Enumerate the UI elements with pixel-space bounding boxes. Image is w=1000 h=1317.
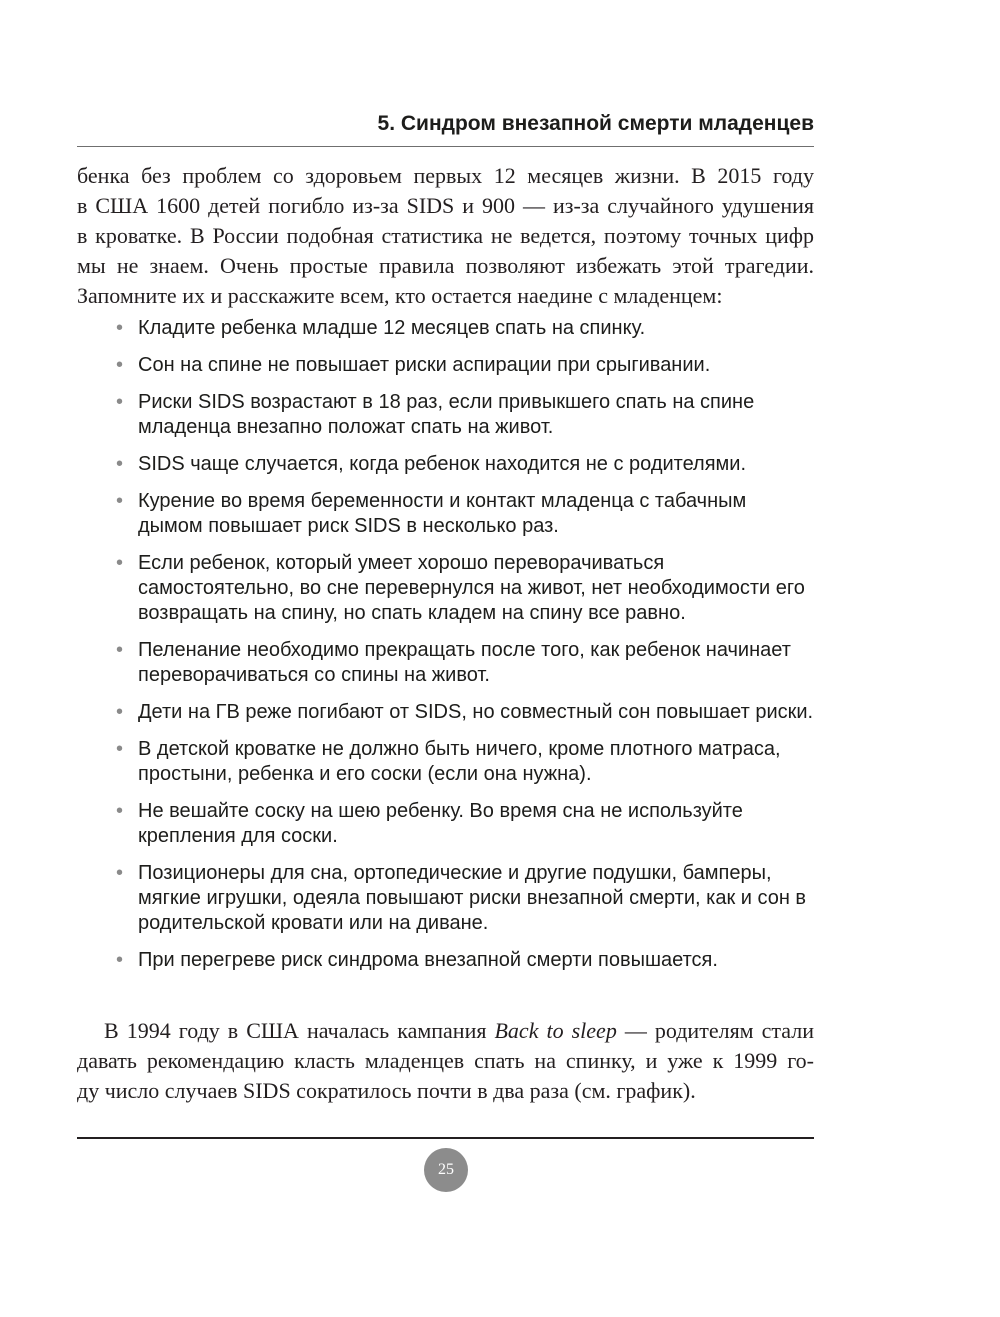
safe-sleep-rules-list [116,316,816,985]
bullet-icon: • [116,552,124,574]
bullet-icon: • [116,800,124,822]
list-item: • Сон на спине не повышает риски аспирации при срыгивании. [116,354,711,376]
outro-paragraph [77,1016,814,1106]
page-number-badge: 25 [424,1148,468,1192]
bullet-icon: • [116,862,124,884]
bullet-icon: • [116,317,124,339]
intro-line: бенка без проблем со здоровьем первых 12 месяцев жизни. В 2015 году [77,163,814,188]
bullet-icon: • [116,639,124,661]
bullet-icon: • [116,490,124,512]
list-item: • Позиционеры для сна, ортопедические и другие подушки, бамперы, мягкие игрушки, одеяла повышают риски внезапной смерти, как и сон в родительской кровати или на диване. [116,862,807,934]
bullet-icon: • [116,949,124,971]
list-item: • При перегреве риск синдрома внезапной смерти повышается. [116,949,718,971]
list-item: • Пеленание необходимо прекращать после того, как ребенок начинает переворачиваться со спины на живот. [116,639,791,686]
bullet-icon: • [116,391,124,413]
list-item: • SIDS чаще случается, когда ребенок находится не с родителями. [116,453,747,475]
footer-divider [77,1137,814,1139]
intro-line: Запомните их и расскажите всем, кто остается наедине с младенцем: [77,283,723,308]
running-head: 5. Синдром внезапной смерти младенцев [377,112,814,135]
intro-line: в США 1600 детей погибло из-за SIDS и 900 — из-за случайного удушения [77,193,814,218]
intro-line: мы не знаем. Очень простые правила позволяют избежать этой трагедии. [77,253,814,278]
outro-line: В 1994 году в США началась кампания Back to sleep — родителям стали [104,1018,814,1043]
intro-paragraph [77,161,814,311]
bullet-icon: • [116,354,124,376]
list-item: • Если ребенок, который умеет хорошо переворачиваться самостоятельно, во сне перевернулся на живот, нет необходимости его возвращать на спину, но спать кладем на спину все равно. [116,552,805,624]
outro-line: давать рекомендацию класть младенцев спать на спинку, и уже к 1999 го- [77,1048,814,1073]
list-item: • Дети на ГВ реже погибают от SIDS, но совместный сон повышает риски. [116,701,814,723]
bullet-icon: • [116,701,124,723]
list-item: • Не вешайте соску на шею ребенку. Во время сна не используйте крепления для соски. [116,800,743,847]
intro-line: в кроватке. В России подобная статистика не ведется, поэтому точных цифр [77,223,814,248]
outro-line: ду число случаев SIDS сократилось почти в два раза (см. график). [77,1078,696,1103]
campaign-name: Back to sleep [494,1018,617,1043]
list-item: • Риски SIDS возрастают в 18 раз, если привыкшего спать на спине младенца внезапно положат спать на живот. [116,391,755,438]
list-item: • В детской кроватке не должно быть ничего, кроме плотного матраса, простыни, ребенка и его соски (если она нужна). [116,738,781,785]
bullet-icon: • [116,738,124,760]
list-item: • Курение во время беременности и контакт младенца с табачным дымом повышает риск SIDS в несколько раз. [116,490,747,537]
bullet-icon: • [116,453,124,475]
list-item: • Кладите ребенка младше 12 месяцев спать на спинку. [116,317,646,339]
header-divider [77,146,814,147]
